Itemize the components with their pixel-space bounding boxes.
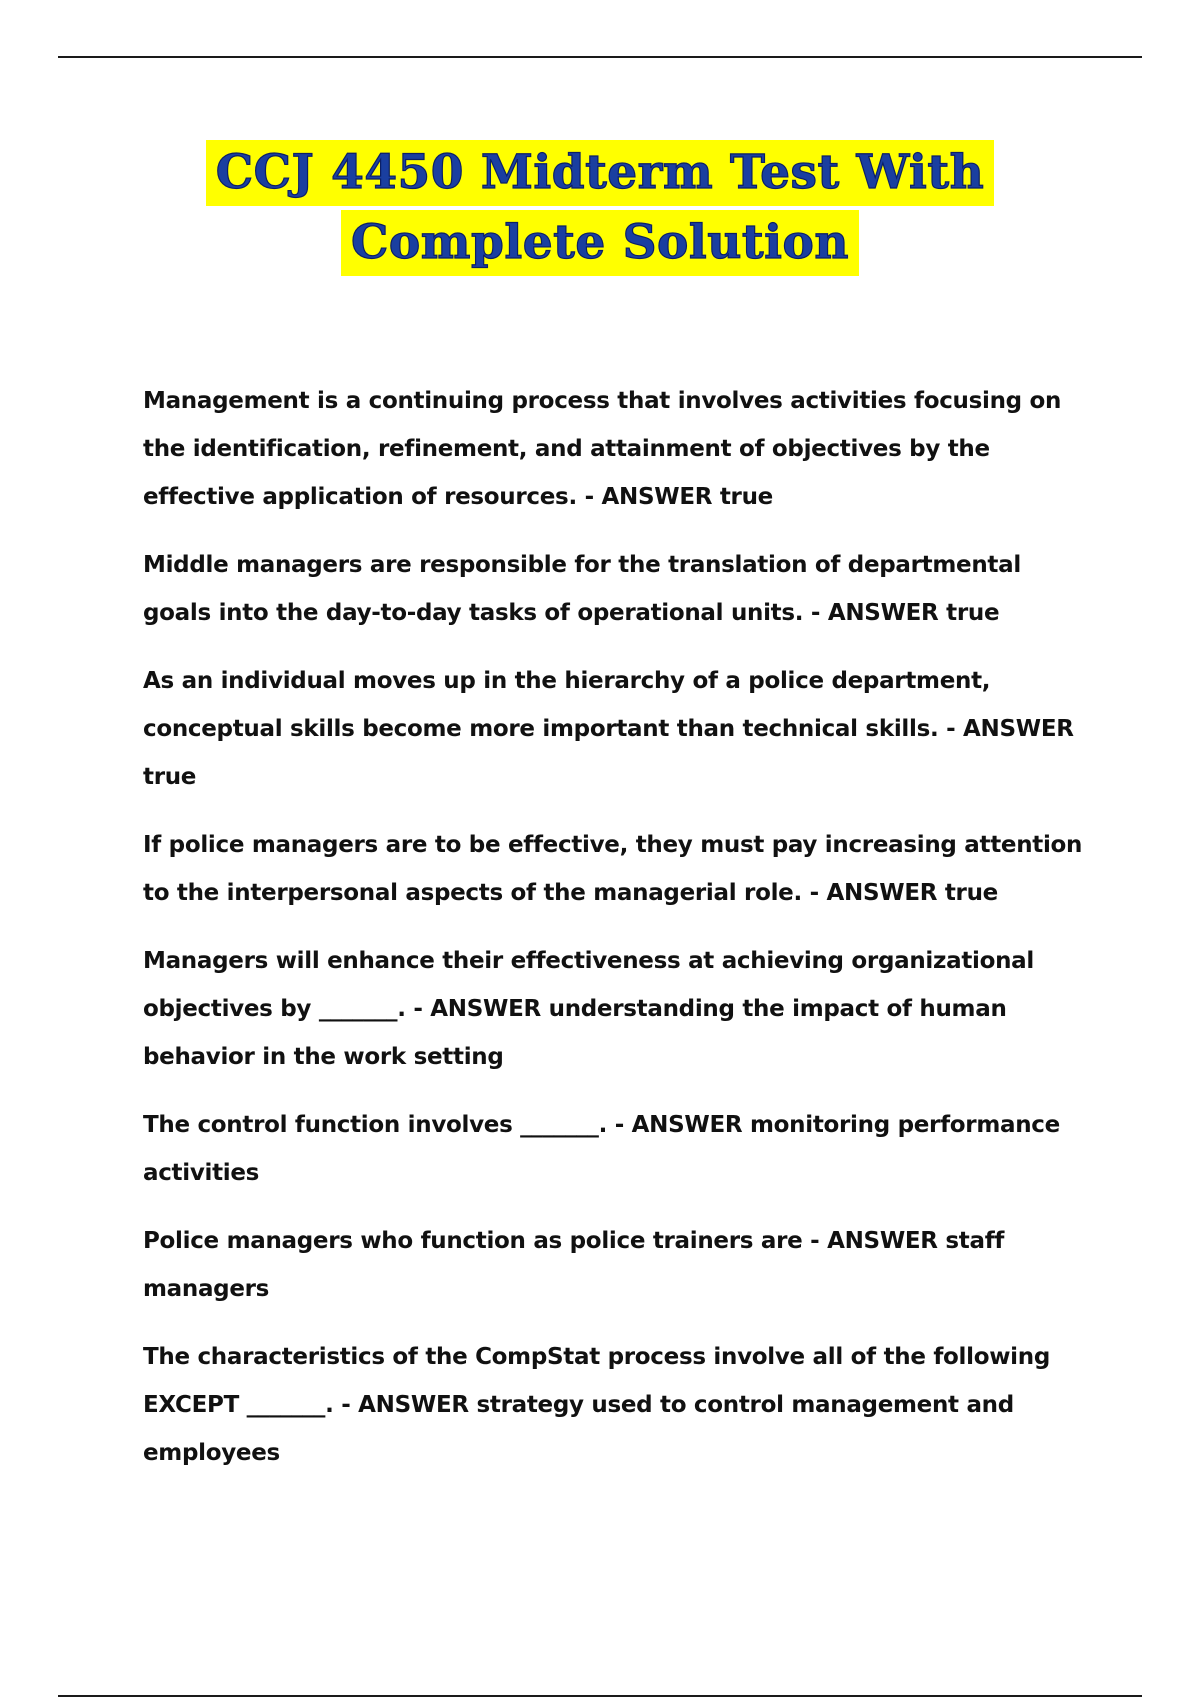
- title-line-2: Complete Solution: [341, 210, 859, 276]
- question-answer-list: [143, 377, 1083, 1497]
- qa-item-3: As an individual moves up in the hierarchy of a police department, conceptual skills become more important than technical skills. - ANSWER true: [143, 668, 1074, 790]
- top-divider: [58, 56, 1142, 58]
- qa-item-8: The characteristics of the CompStat process involve all of the following EXCEPT _______. - ANSWER strategy used to control management and employees: [143, 1344, 1050, 1466]
- document-title: [0, 140, 1200, 280]
- qa-item-2: Middle managers are responsible for the translation of departmental goals into the day-to-day tasks of operational units. - ANSWER true: [143, 552, 1021, 626]
- qa-item-1: Management is a continuing process that involves activities focusing on the identification, refinement, and attainment of objectives by the effective application of resources. - ANSWER true: [143, 388, 1062, 510]
- qa-item-5: Managers will enhance their effectiveness at achieving organizational objectives by _______. - ANSWER understanding the impact of human behavior in the work setting: [143, 948, 1034, 1070]
- title-line-1: CCJ 4450 Midterm Test With: [206, 140, 995, 206]
- qa-item-4: If police managers are to be effective, they must pay increasing attention to the interpersonal aspects of the managerial role. - ANSWER true: [143, 832, 1083, 906]
- bottom-divider: [58, 1695, 1142, 1697]
- qa-item-6: The control function involves _______. - ANSWER monitoring performance activities: [143, 1112, 1060, 1186]
- qa-item-7: Police managers who function as police trainers are - ANSWER staff managers: [143, 1228, 1005, 1302]
